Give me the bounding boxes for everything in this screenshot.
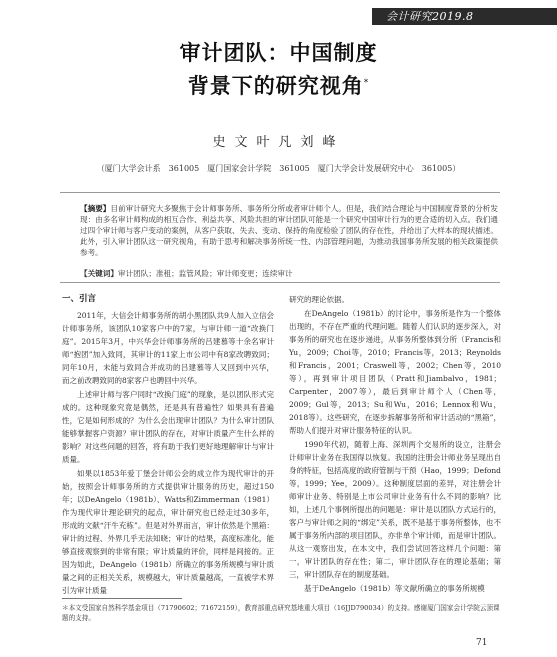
paragraph: 在DeAngelo（1981b）的讨论中，事务所是作为一个整体出现的，不存在严重的代理问题。随着人们认识的逐步深入，对事务所的研究也在逐步递进，从事务所整体到分所（Francis和Yu，2009；Choi等，2010；Francis等，2013；Reynolds和Francis，2001；Craswell等，2002；Chen等，2010等），再到审计项目团队（Pratt和Jiambalvo，1981；Carpenter，2007等），最后到审计师个人（Chen等，2009；Gul等，2013；Su和Wu，2016；Lennox和Wu，2018等）。这些研究，在逐步拆解事务所和审计活动的“黑箱”，帮助人们提升对审计服务特征的认识。: [289, 309, 501, 435]
paragraph: 如果以1853年爱丁堡会计师公会的成立作为现代审计的开始，按照会计师事务所的方式提供审计服务的历史，超过150年；以DeAngelo（1981b）、Watts和Zimmerman（1981）作为现代审计理论研究的起点，审计研究也已经走过30多年，形成的文献“汗牛充栋”。但是对外界而言，审计依然是个黑箱：审计的过程、外界几乎无法知晓；审计的结果，高度标准化，能够直接观察到的非常有限；审计质量的评价，同样是间接的。正因为如此，DeAngelo（1981b）所确立的事务所规模与审计质量之间的正相关关系，规模越大，审计质量越高，一直被学术界引为审计质量: [62, 469, 274, 595]
page-number: 71: [476, 638, 488, 648]
article-title-line1: [0, 37, 557, 67]
paragraph: 上述审计师与客户同时“改换门庭”的现象，是以团队形式完成的。这种现象究竟是偶然，还是具有普遍性？如果具有普遍性，它是如何形成的？为什么会出现审计团队？为什么审计团队能够掌握客户资源？审计团队的存在，对审计质量产生什么样的影响？对这些问题的回答，将有助于我们更好地理解审计与审计质量。: [62, 390, 274, 464]
paragraph: 研究的理论依据。: [289, 295, 349, 304]
title-text-2: 背景下的研究视角: [187, 74, 364, 98]
keywords-label: 【关键词】: [80, 269, 118, 278]
footnote-rule: [62, 598, 182, 599]
right-column: [289, 293, 501, 596]
section-heading: 一、引言: [62, 294, 97, 304]
journal-header: 会计研究2019.8: [372, 8, 557, 25]
left-column: [62, 293, 274, 598]
paragraph: 1990年代初，随着上海、深圳两个交易所的设立，注册会计师审计业务在我国得以恢复。我国的注册会计师业务呈现出自身的特征，包括高度的政府管制与干预（Hao，1999；Defond等，1999；Yee，2009）。这种制度层面的差异，对注册会计师审计业务、特别是上市公司审计业务有什么不同的影响？比如，上述几个事例所提出的问题是：审计是以团队方式运行的，客户与审计师之间的“绑定”关系，既不是基于事务所整体，也不属于事务所内部的项目团队，亦非单个审计师，而是审计团队。从这一观察出发，在本文中，我们尝试回答这样几个问题：第一，审计团队的存在性；第二，审计团队存在的理论基础；第三，审计团队存在的制度基础。: [289, 440, 501, 579]
article-title-line2: [0, 70, 557, 100]
affiliation-line: （厦门大学会计系 361005 厦门国家会计学院 361005 厦门大学会计发展研究中心 361005）: [96, 164, 461, 173]
keywords: [80, 268, 498, 279]
abstract-text: 目前审计研究大多聚焦于会计师事务所、事务所分所或者审计师个人。但是，我们结合理论与中国制度背景的分析发现：由多名审计师构成的相互合作、利益共享、风险共担的审计团队可能是一个研究中国审计行为的更合适的切入点。我们通过四个审计师与客户变动的案例，从客户获取、失去、变动、保持的角度检验了团队的存在性，并给出了大样本的现状描述。此外，引入审计团队这一研究视角，有助于思考和解决事务所统一性、内部管理问题，为推动我国事务所发展的相关政策提供参考。: [80, 204, 498, 257]
abstract-label: 【摘要】: [80, 204, 111, 213]
title-text-1: 审计团队：中国制度: [179, 41, 378, 65]
paragraph: 基于DeAngelo（1981b）等文献所确立的事务所规模: [304, 584, 485, 593]
keywords-text: 审计团队；准租；监管风险；审计师变更；连续审计: [117, 269, 293, 278]
author-line: 史文叶凡刘峰: [212, 135, 345, 150]
paragraph: 2011年，大信会计师事务所的胡小黑团队共9人加入立信会计师事务所，该团队10家客户中的7家，与审计师一道“改换门庭”。2015年3月，中兴华会计师事务所的吕建慕等十余名审计师“抱团”加入致同，其审计的11家上市公司中有8家改聘致同；同年10月，未能与致同合并成功的吕建慕等人又回到中兴华，而之前改聘致同的8家客户也聘回中兴华。: [62, 311, 274, 385]
abstract-bottom-rule: [60, 282, 500, 283]
title-footnote-marker: *: [363, 78, 370, 88]
abstract: [80, 203, 498, 258]
abstract-top-rule: [60, 192, 500, 193]
footnote: ＊本文受国家自然科学基金项目（71790602；71672159），教育部重点研究基地重大项目（16JJD790034）的支持。感谢厦门国家会计学院云顶课题的支持。: [62, 604, 500, 622]
